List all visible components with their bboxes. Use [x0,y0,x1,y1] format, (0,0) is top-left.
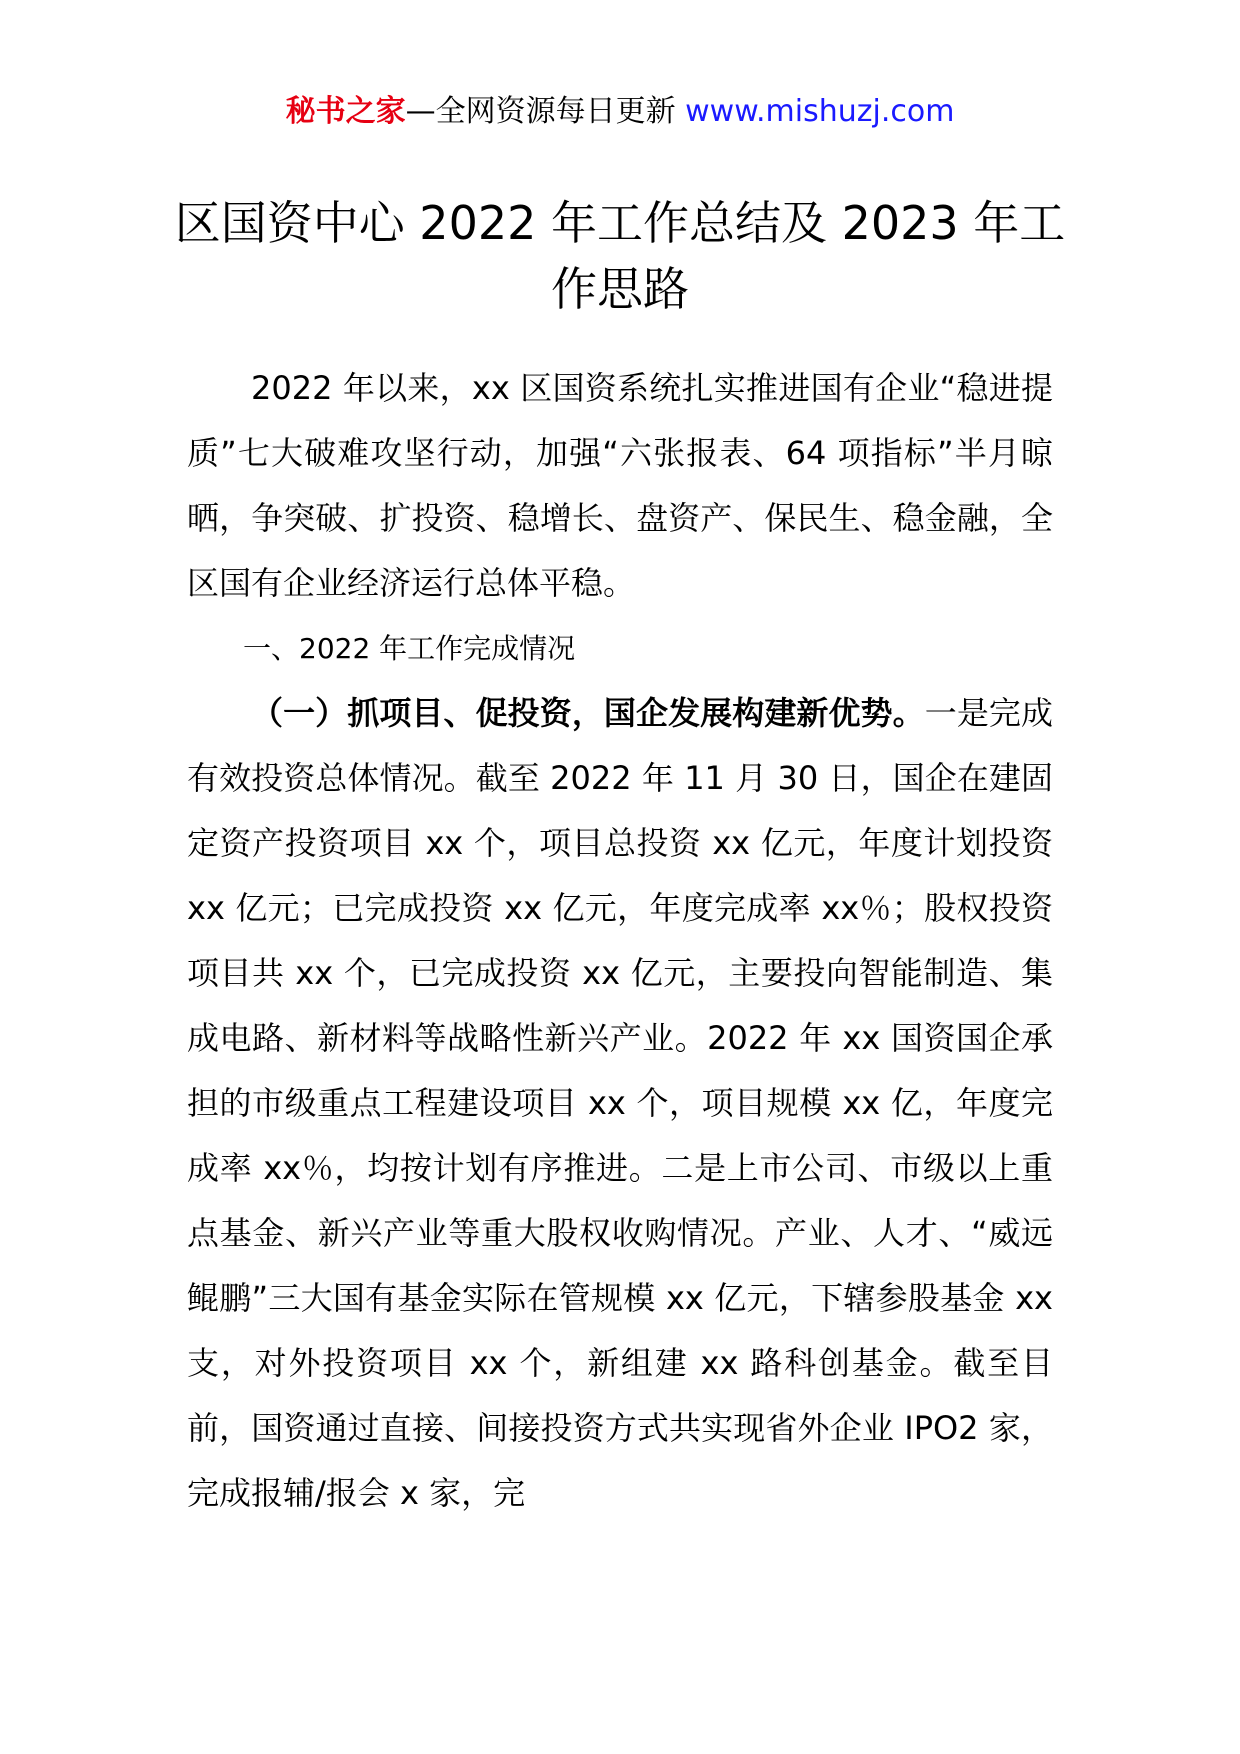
document-title: 区国资中心 2022 年工作总结及 2023 年工作思路 [174,196,1066,316]
document-body [187,356,1053,1526]
site-brand: 秘书之家 [285,94,406,129]
site-header [0,92,1240,132]
subsection-lead: （一）抓项目、促投资，国企发展构建新优势。 [251,694,925,732]
site-url-link[interactable]: www.mishuzj.com [685,94,955,129]
subsection-paragraph [187,681,1053,1526]
intro-paragraph: 2022 年以来，xx 区国资系统扎实推进国有企业“稳进提质”七大破难攻坚行动，加强“六张报表、64 项指标”半月晾晒，争突破、扩投资、稳增长、盘资产、保民生、稳金融，全区国有企业经济运行总体平稳。 [187,369,1053,602]
section-heading: 一、2022 年工作完成情况 [243,632,576,665]
site-tagline: —全网资源每日更新 [405,94,676,129]
subsection-body: 一是完成有效投资总体情况。截至 2022 年 11 月 30 日，国企在建固定资产投资项目 xx 个，项目总投资 xx 亿元，年度计划投资 xx 亿元；已完成投资 xx 亿元，年度完成率 xx％；股权投资项目共 xx 个，已完成投资 xx 亿元，主要投向智能制造、集成电路、新材料等战略性新兴产业。2022 年 xx 国资国企承担的市级重点工程建设项目 xx 个，项目规模 xx 亿，年度完成率 xx％，均按计划有序推进。二是上市公司、市级以上重点基金、新兴产业等重大股权收购情况。产业、人才、“威远鲲鹏”三大国有基金实际在管规模 xx 亿元，下辖参股基金 xx 支，对外投资项目 xx 个，新组建 xx 路科创基金。截至目前，国资通过直接、间接投资方式共实现省外企业 IPO2 家，完成报辅/报会 x 家，完 [187,694,1053,1512]
